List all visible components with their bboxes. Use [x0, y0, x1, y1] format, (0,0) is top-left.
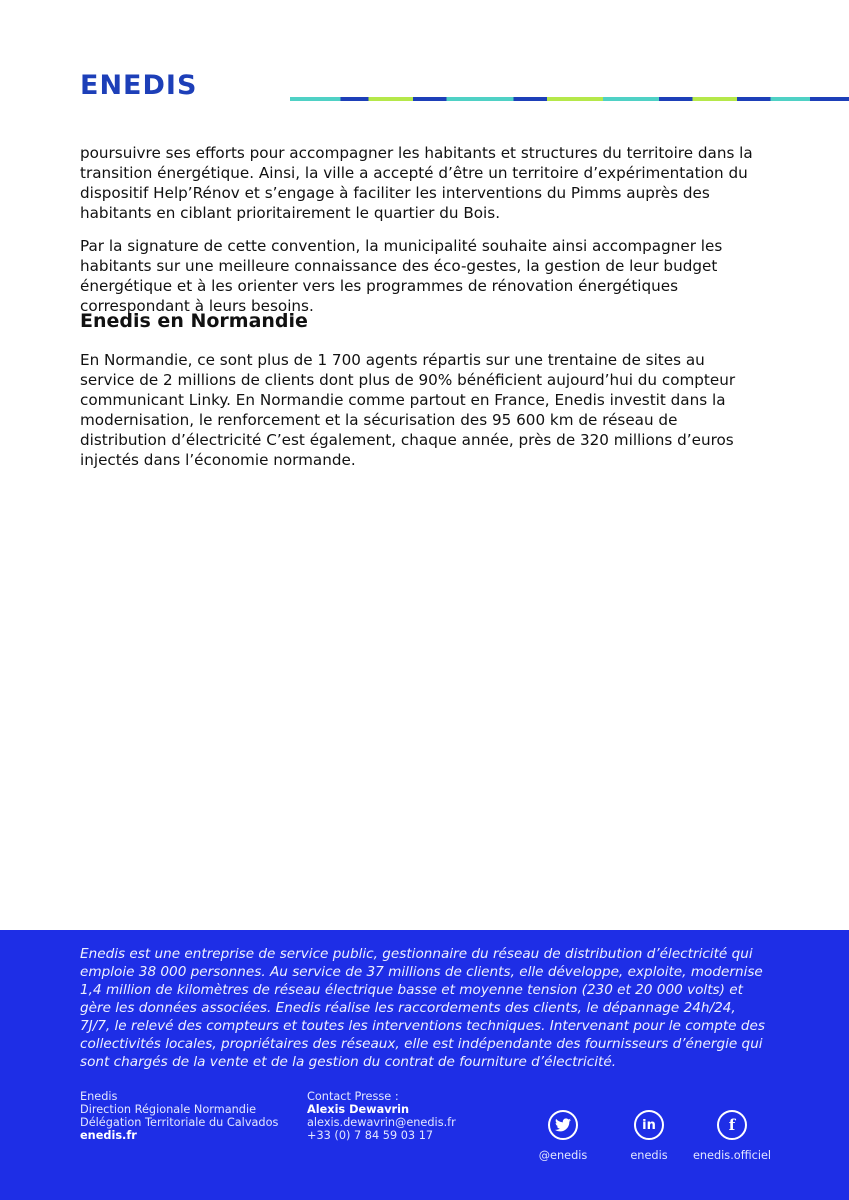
twitter-handle: @enedis	[538, 1149, 588, 1162]
contact-label: Contact Presse :	[307, 1090, 399, 1103]
paragraph-normandie: En Normandie, ce sont plus de 1 700 agents répartis sur une trentaine de sites au service de 2 millions de clients dont plus de 90% bénéficient aujourd’hui du compteur communicant Linky. En Normandie comme partout en France, Enedis investit dans la modernisation, le renforcement et la sécurisation des 95 600 km de réseau de distribution d’électricité C’est également, chaque année, près de 320 millions d’euros injectés dans l’économie normande.	[80, 351, 736, 469]
header-color-stripe	[290, 97, 849, 101]
enedis-logo: ENEDIS	[80, 70, 198, 101]
footer	[0, 930, 849, 1200]
contact-email-link[interactable]: alexis.dewavrin@enedis.fr	[307, 1116, 456, 1129]
facebook-icon: f	[717, 1110, 747, 1140]
contact-phone: +33 (0) 7 84 59 03 17	[307, 1129, 434, 1142]
section-heading: Enedis en Normandie	[80, 310, 308, 332]
paragraph-convention: Par la signature de cette convention, la municipalité souhaite ainsi accompagner les habitants sur une meilleure connaissance des éco-gestes, la gestion de leur budget énergétique et à les orienter vers les programmes de rénovation énergétiques correspondant à leurs besoins.	[80, 237, 723, 315]
social-facebook[interactable]	[682, 1110, 782, 1162]
press-contact	[307, 1090, 456, 1142]
linkedin-icon: in	[634, 1110, 664, 1140]
paragraph-help-renov: poursuivre ses efforts pour accompagner les habitants et structures du territoire dans la transition énergétique. Ainsi, la ville a accepté d’être un territoire d’expérimentation du dispositif Help’Rénov et s’engage à faciliter les interventions du Pimms auprès des habitants en ciblant prioritairement le quartier du Bois.	[80, 144, 753, 222]
contact-name: Alexis Dewavrin	[307, 1103, 410, 1116]
company-website-link[interactable]: enedis.fr	[80, 1129, 137, 1142]
footer-description: Enedis est une entreprise de service public, gestionnaire du réseau de distribution d’électricité qui emploie 38 000 personnes. Au service de 37 millions de clients, elle développe, exploite, modernise 1,4 million de kilomètres de réseau électrique basse et moyenne tension (230 et 20 000 volts) et gère les données associées. Enedis réalise les raccordements des clients, le dépannage 24h/24, 7J/7, le relevé des compteurs et toutes les interventions techniques. Intervenant pour le compte des collectivités locales, propriétaires des réseaux, elle est indépendante des fournisseurs d’énergie qui sont chargés de la vente et de la gestion du contrat de fourniture d’électricité.	[80, 946, 765, 1070]
company-direction: Direction Régionale Normandie	[80, 1103, 257, 1116]
twitter-icon	[548, 1110, 578, 1140]
company-name: Enedis	[80, 1090, 118, 1103]
company-info	[80, 1090, 278, 1142]
facebook-handle: enedis.officiel	[692, 1149, 772, 1162]
social-twitter[interactable]	[513, 1110, 613, 1162]
company-delegation: Délégation Territoriale du Calvados	[80, 1116, 279, 1129]
linkedin-handle: enedis	[630, 1149, 668, 1162]
